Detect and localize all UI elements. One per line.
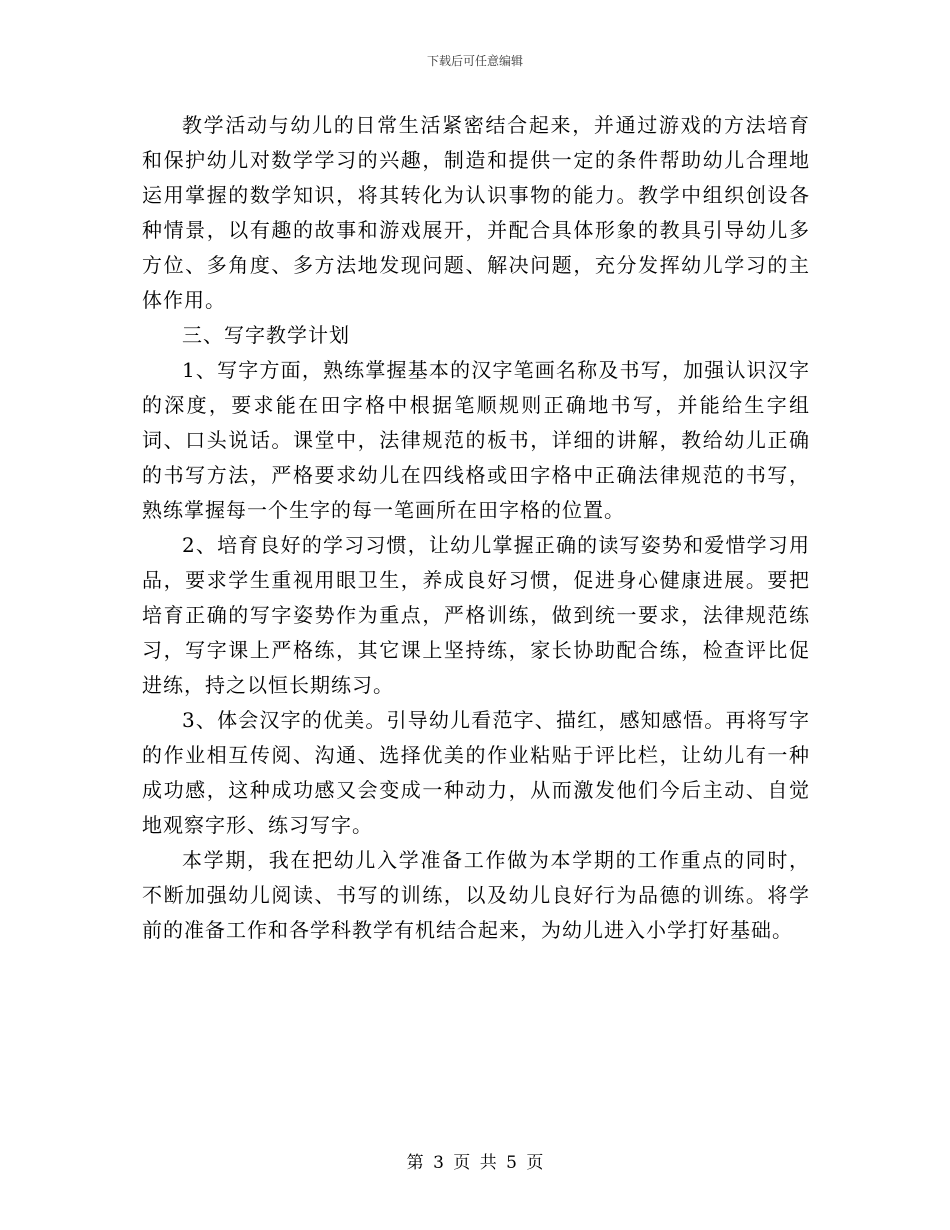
paragraph-writing-point-2: 2、培育良好的学习习惯，让幼儿掌握正确的读写姿势和爱惜学习用品，要求学生重视用眼卫生，养成良好习惯，促进身心健康进展。要把培育正确的写字姿势作为重点，严格训练，做到统一要求，法律规范练习，写字课上严格练，其它课上坚持练，家长协助配合练，检查评比促进练，持之以恒长期练习。: [142, 533, 810, 697]
page-header-note: 下载后可任意编辑: [426, 54, 523, 68]
paragraph-semester-summary: 本学期，我在把幼儿入学准备工作做为本学期的工作重点的同时，不断加强幼儿阅读、书写的训练，以及幼儿良好行为品德的训练。将学前的准备工作和各学科教学有机结合起来，为幼儿进入小学打好基础。: [142, 848, 810, 942]
section-heading-writing-plan: 三、写字教学计划: [182, 323, 350, 347]
paragraph-writing-point-3: 3、体会汉字的优美。引导幼儿看范字、描红，感知感悟。再将写字的作业相互传阅、沟通、选择优美的作业粘贴于评比栏，让幼儿有一种成功感，这种成功感又会变成一种动力，从而激发他们今后主动、自觉地观察字形、练习写字。: [142, 708, 810, 837]
paragraph-math-teaching: 教学活动与幼儿的日常生活紧密结合起来，并通过游戏的方法培育和保护幼儿对数学学习的兴趣，制造和提供一定的条件帮助幼儿合理地运用掌握的数学知识，将其转化为认识事物的能力。教学中组织创设各种情景，以有趣的故事和游戏展开，并配合具体形象的教具引导幼儿多方位、多角度、多方法地发现问题、解决问题，充分发挥幼儿学习的主体作用。: [142, 113, 810, 312]
document-body: [142, 108, 810, 948]
paragraph-writing-point-1: 1、写字方面，熟练掌握基本的汉字笔画名称及书写，加强认识汉字的深度，要求能在田字格中根据笔顺规则正确地书写，并能给生字组词、口头说话。课堂中，法律规范的板书，详细的讲解，教给幼儿正确的书写方法，严格要求幼儿在四线格或田字格中正确法律规范的书写，熟练掌握每一个生字的每一笔画所在田字格的位置。: [142, 358, 810, 522]
page-number-footer: 第 3 页 共 5 页: [406, 1153, 544, 1173]
